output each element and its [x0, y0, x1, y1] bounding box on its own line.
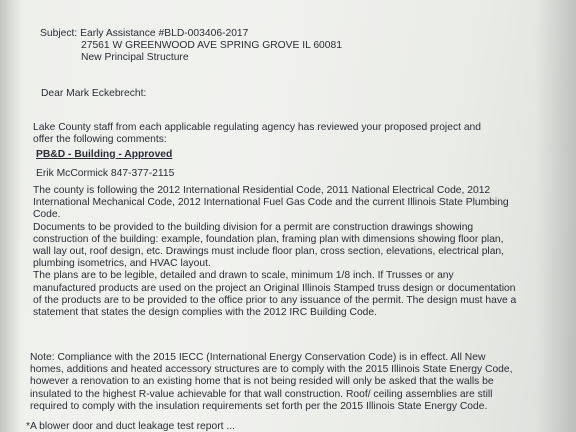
- subject-block: [40, 28, 342, 65]
- body-line: The county is following the 2012 International Residential Code, 2011 National Electrical Code, 2012: [33, 185, 491, 196]
- intro-paragraph: [33, 122, 481, 146]
- footer-partial-line: *A blower door and duct leakage test report ...: [26, 421, 235, 432]
- intro-line: Lake County staff from each applicable regulating agency has reviewed your proposed project and: [33, 122, 482, 133]
- intro-line: offer the following comments:: [33, 134, 167, 146]
- note-line: required to comply with the insulation requirements set forth per the 2015 Illinois State Energy Code.: [30, 400, 488, 412]
- energy-code-note: [30, 352, 513, 413]
- body-line: manufactured products are used on the project an Original Illinois Stamped truss design or documentation: [33, 282, 516, 294]
- subject-label: Subject:: [40, 28, 78, 39]
- body-line: wall lay out, roof design, etc. Drawings must include floor plan, cross section, elevations, electrical plan,: [33, 246, 505, 258]
- body-line: of the products are to be provided to the office prior to any issuance of the permit. The design must have a: [33, 294, 517, 306]
- body-line: plumbing isometrics, and HVAC layout.: [33, 258, 211, 270]
- body-line: Code.: [33, 209, 61, 221]
- body-line: International Mechanical Code, 2012 International Fuel Gas Code and the current Illinois State Plumbing: [33, 197, 509, 209]
- body-line: statement that states the design complies with the 2012 IRC Building Code.: [33, 307, 377, 319]
- note-line: insulated to the highest R-value achievable for that wall construction. Roof/ ceiling assemblies are still: [30, 388, 493, 400]
- salutation: Dear Mark Eckebrecht:: [41, 88, 147, 99]
- section-heading: PB&D - Building - Approved: [36, 149, 173, 160]
- note-line: however a renovation to an existing home that is not being resided will only be asked that the walls be: [30, 376, 494, 388]
- page-shadow-left: [0, 0, 22, 432]
- subject-line-3: New Principal Structure: [81, 52, 189, 64]
- page-shadow-right: [536, 0, 576, 432]
- body-line: Documents to be provided to the building division for a permit are construction drawings showing: [33, 221, 474, 233]
- body-line: construction of the building: example, foundation plan, framing plan with dimensions showing floor plan,: [33, 233, 504, 245]
- body-line: The plans are to be legible, detailed and drawn to scale, minimum 1/8 inch. If Trusses or any: [33, 270, 454, 282]
- note-line: Note: Compliance with the 2015 IECC (International Energy Conservation Code) is in effect. All New: [30, 352, 486, 363]
- subject-line-2: 27561 W GREENWOOD AVE SPRING GROVE IL 60081: [81, 40, 342, 52]
- building-requirements-paragraph: [33, 185, 516, 319]
- contact-line: Erik McCormick 847-377-2115: [36, 168, 175, 179]
- note-line: homes, additions and heated accessory structures are to comply with the 2015 Illinois State Energy Code,: [30, 364, 513, 376]
- subject-line-1: Early Assistance #BLD-003406-2017: [80, 28, 249, 39]
